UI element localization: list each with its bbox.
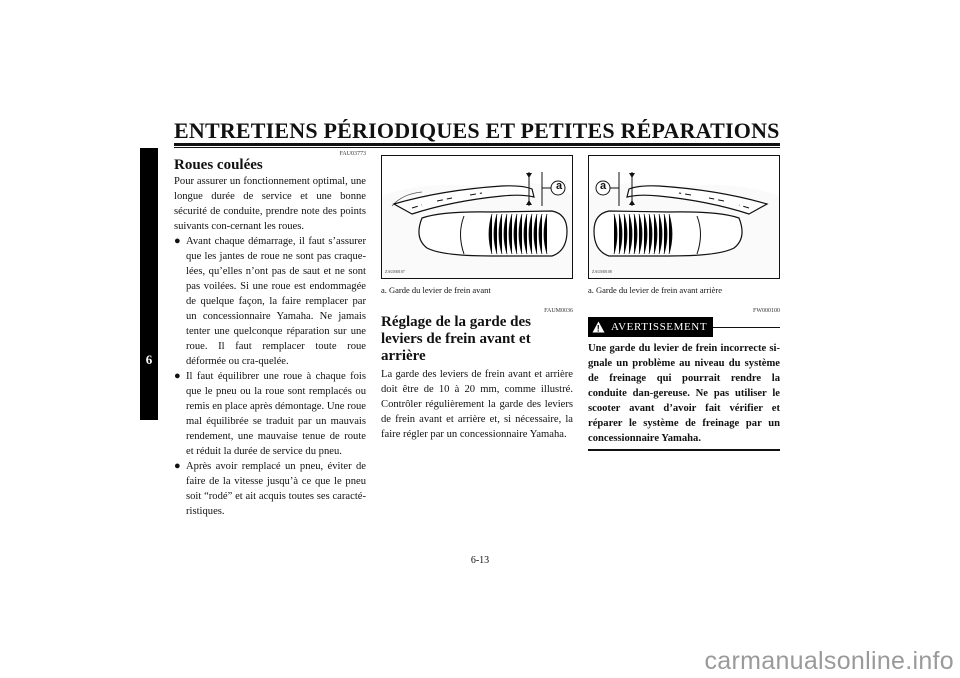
figure-label: a <box>555 180 563 192</box>
figure-code: ZAUM0108 <box>592 269 612 274</box>
column-wheels <box>174 151 366 519</box>
header-rule <box>174 143 780 146</box>
bullet-icon: ● <box>174 235 181 247</box>
section-title: Réglage de la garde des leviers de frein avant et arrière <box>381 314 531 364</box>
bullet-list <box>174 234 366 519</box>
section-intro: Pour assurer un fonctionnement optimal, une longue durée de service et une bonne sécurité de conduite, prendre note des points suivants con-cernant les roues. <box>174 176 366 232</box>
chapter-tab <box>140 148 158 420</box>
section-body: La garde des leviers de frein avant et arrière doit être de 10 à 20 mm, comme illustré. Contrôler régulièrement la garde des leviers de frein avant et arrière et, si nécessaire, la faire régler par un concessionnaire Yamaha. <box>381 369 573 440</box>
list-item-text: Avant chaque démarrage, il faut s’assurer que les jantes de roue ne sont pas craque-lées, qu’elles n’ont pas de saut et ne sont pas voilées. Si une roue est endommagée de quelque façon, la faire remplacer par un concessionnaire Yamaha. Ne jamais tenter une quelconque réparation sur une roue. Il faut remplacer toute roue déformée ou cra-quelée. <box>186 236 366 367</box>
warning-rule <box>713 327 780 328</box>
bullet-icon: ● <box>174 460 181 472</box>
handlebar-grip-illustration <box>589 156 779 278</box>
figure-caption: a. Garde du levier de frein avant <box>381 285 491 295</box>
watermark: carmanualsonline.info <box>704 647 954 675</box>
column-brake-adjustment <box>381 155 573 442</box>
warning-triangle-icon <box>592 321 605 333</box>
header-rule-thin <box>174 147 780 148</box>
handlebar-grip-illustration <box>382 156 572 278</box>
bullet-icon: ● <box>174 370 181 382</box>
page-header-title: ENTRETIENS PÉRIODIQUES ET PETITES RÉPARATIONS <box>174 118 780 143</box>
figure-label: a <box>599 180 607 192</box>
column-warning <box>588 155 780 451</box>
chapter-tab-number: 6 <box>145 352 153 367</box>
list-item-text: Après avoir remplacé un pneu, éviter de faire de la vitesse jusqu’à ce que le pneu soit “rodé” et ait acquis toutes ses caracté-ristiques. <box>186 461 366 517</box>
list-item <box>174 459 366 519</box>
list-item-text: Il faut équilibrer une roue à chaque fois que le pneu ou la roue sont remplacés ou remis en place après démontage. Une roue mal équilibrée se traduit par un mauvais rendement, une mauvaise tenue de route et réduit la durée de service du pneu. <box>186 371 366 457</box>
warning-text: Une garde du levier de frein incorrecte si-gnale un problème au niveau du système de freinage qui pourrait rendre la conduite dan-gereuse. Ne pas utiliser le scooter avant d’avoir fait vérifier et réparer le système de freinage par un concessionnaire Yamaha. <box>588 343 780 444</box>
rear-brake-lever-figure <box>588 155 780 279</box>
warning-badge <box>588 317 713 337</box>
front-brake-lever-figure <box>381 155 573 279</box>
section-code: FAUM0036 <box>544 308 573 314</box>
warning-icon-glyph: ! <box>596 323 601 333</box>
warning-label: AVERTISSEMENT <box>611 321 708 333</box>
figure-code: ZAUM0107 <box>385 269 405 274</box>
section-code: FW000100 <box>753 308 780 314</box>
list-item <box>174 369 366 459</box>
section-code: FAU03773 <box>339 151 366 157</box>
figure-caption: a. Garde du levier de frein avant arrière <box>588 285 723 295</box>
section-title: Roues coulées <box>174 157 263 173</box>
warning-header <box>588 317 780 337</box>
page-number: 6-13 <box>470 555 490 566</box>
warning-bottom-rule <box>588 449 780 451</box>
list-item <box>174 234 366 369</box>
